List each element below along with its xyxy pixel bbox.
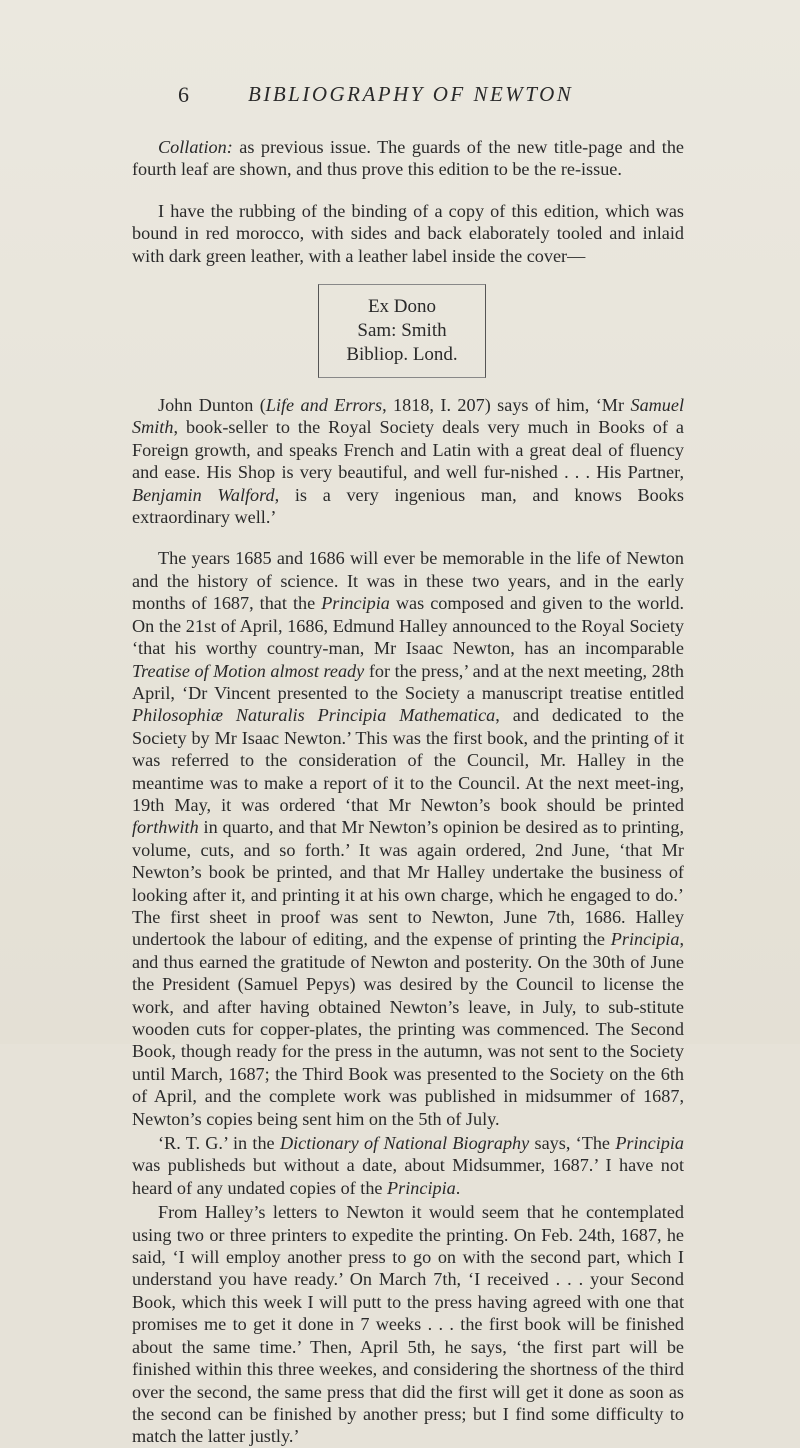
- history-text-2: was composed and given to the world. On the 21st of April, 1686, Edmund Halley announced to the Royal Society ‘that his worthy country-man, Mr Isaac Newton, has an incomparable: [132, 593, 685, 659]
- rtg-text-4: .: [455, 1177, 461, 1198]
- running-head: BIBLIOGRAPHY OF NEWTON: [248, 82, 574, 106]
- rtg-text-1: ‘R. T. G.’ in the: [158, 1133, 280, 1154]
- label-line-3: Bibliop. Lond.: [346, 344, 458, 366]
- history-text-4: , and dedicated to the Society by Mr Isaac Newton.’ This was the first book, and the printing of it was referred to the consideration of the Council, Mr. Halley in the meantime was to make a report of it to the Council. At the next meet-ing, 19th May, it was ordered ‘that Mr Newton’s book should be printed: [132, 705, 684, 815]
- dunton-text-1: John Dunton (: [158, 395, 266, 416]
- dunton-italic-1: Life and Errors: [265, 395, 383, 416]
- page-number: 6: [178, 82, 190, 107]
- collation-label: Collation:: [158, 137, 233, 157]
- rtg-italic-3: Principia: [387, 1177, 456, 1198]
- dunton-text-4: , is a very ingenious man, and knows Books extraordinary well.’: [132, 484, 684, 528]
- dunton-italic-2: Samuel Smith: [132, 395, 685, 438]
- history-text-6: , and thus earned the gratitude of Newton and posterity. On the 30th of June the President (Samuel Pepys) was desired by the Council to license the work, and after having obtained Newton’s leave, in July, to sub-stitute wooden cuts for copper-plates, the printing was commenced. The Second Book, though ready for the press in the autumn, was not sent to the Society until March, 1687; the Third Book was presented to the Society on the 6th of April, and the complete work was published in midsummer of 1687, Newton’s copies being sent him on the 5th of July.: [132, 929, 684, 1129]
- rtg-text-3: was publisheds but without a date, about Midsummer, 1687.’ I have not heard of any undated copies of the: [132, 1155, 684, 1198]
- halley-paragraph: From Halley’s letters to Newton it would seem that he contemplated using two or three printers to expedite the printing. On Feb. 24th, 1687, he said, ‘I will employ another press to go on with the second part, which I understand you have ready.’ On March 7th, ‘I received . . . your Second Book, which this week I will putt to the press having agreed with one that promises me to get it done in 7 weeks . . . the first book will be finished about the same time.’ Then, April 5th, he says, ‘the first part will be finished within this three weekes, and considering the shortness of the third over the second, the same press that did the first will get it done as soon as the second can be finished by another press; but I find some difficulty to match the latter justly.’: [132, 1202, 684, 1447]
- rtg-italic-1: Dictionary of National Biography: [279, 1133, 530, 1154]
- history-paragraph: [132, 547, 684, 1130]
- history-italic-2: Treatise of Motion almost ready: [132, 660, 365, 681]
- rtg-italic-2: Principia: [615, 1133, 685, 1154]
- label-line-1: Ex Dono: [367, 296, 437, 318]
- dunton-italic-3: Benjamin Walford: [132, 484, 275, 505]
- dunton-paragraph: [132, 394, 684, 528]
- history-italic-3: Philosophiæ Naturalis Principia Mathematica: [132, 705, 496, 726]
- history-text-5: in quarto, and that Mr Newton’s opinion be desired as to printing, volume, cuts, and so forth.’ It was again ordered, 2nd June, ‘that Mr Newton’s book be printed, and that Mr Halley undertake the business of looking after it, and printing it at his own charge, which he engaged to do.’ The first sheet in proof was sent to Newton, June 7th, 1686. Halley undertook the labour of editing, and the expense of printing the: [132, 817, 684, 950]
- history-text-3: for the press,’ and at the next meeting, 28th April, ‘Dr Vincent presented to the Society a manuscript treatise entitled: [132, 660, 684, 703]
- rtg-paragraph: [132, 1132, 684, 1199]
- collation-text: as previous issue. The guards of the new title-page and the fourth leaf are shown, and thus prove this edition to be the re-issue.: [132, 137, 684, 180]
- ex-dono-label: [318, 284, 486, 378]
- page-header: [0, 82, 800, 112]
- history-italic-5: Principia: [610, 929, 680, 950]
- collation-paragraph: [132, 136, 684, 181]
- history-text-1: The years 1685 and 1686 will ever be memorable in the life of Newton and the history of science. It was in these two years, and in the early months of 1687, that the: [132, 548, 684, 614]
- label-line-2: Sam: Smith: [357, 320, 447, 342]
- body-text: [132, 136, 684, 1448]
- history-italic-4: forthwith: [132, 817, 199, 838]
- dunton-text-2: , 1818, I. 207) says of him, ‘Mr: [382, 395, 631, 416]
- rtg-text-2: says, ‘The: [529, 1133, 616, 1154]
- rubbing-paragraph: I have the rubbing of the binding of a copy of this edition, which was bound in red morocco, with sides and back elaborately tooled and inlaid with dark green leather, with a leather label inside the cover—: [132, 200, 684, 266]
- history-italic-1: Principia: [321, 593, 390, 614]
- dunton-text-3: , book-seller to the Royal Society deals very much in Books of a Foreign growth, and speaks French and Latin with a great deal of fluency and ease. His Shop is very beautiful, and well fur-nished . . . His Partner,: [132, 417, 684, 483]
